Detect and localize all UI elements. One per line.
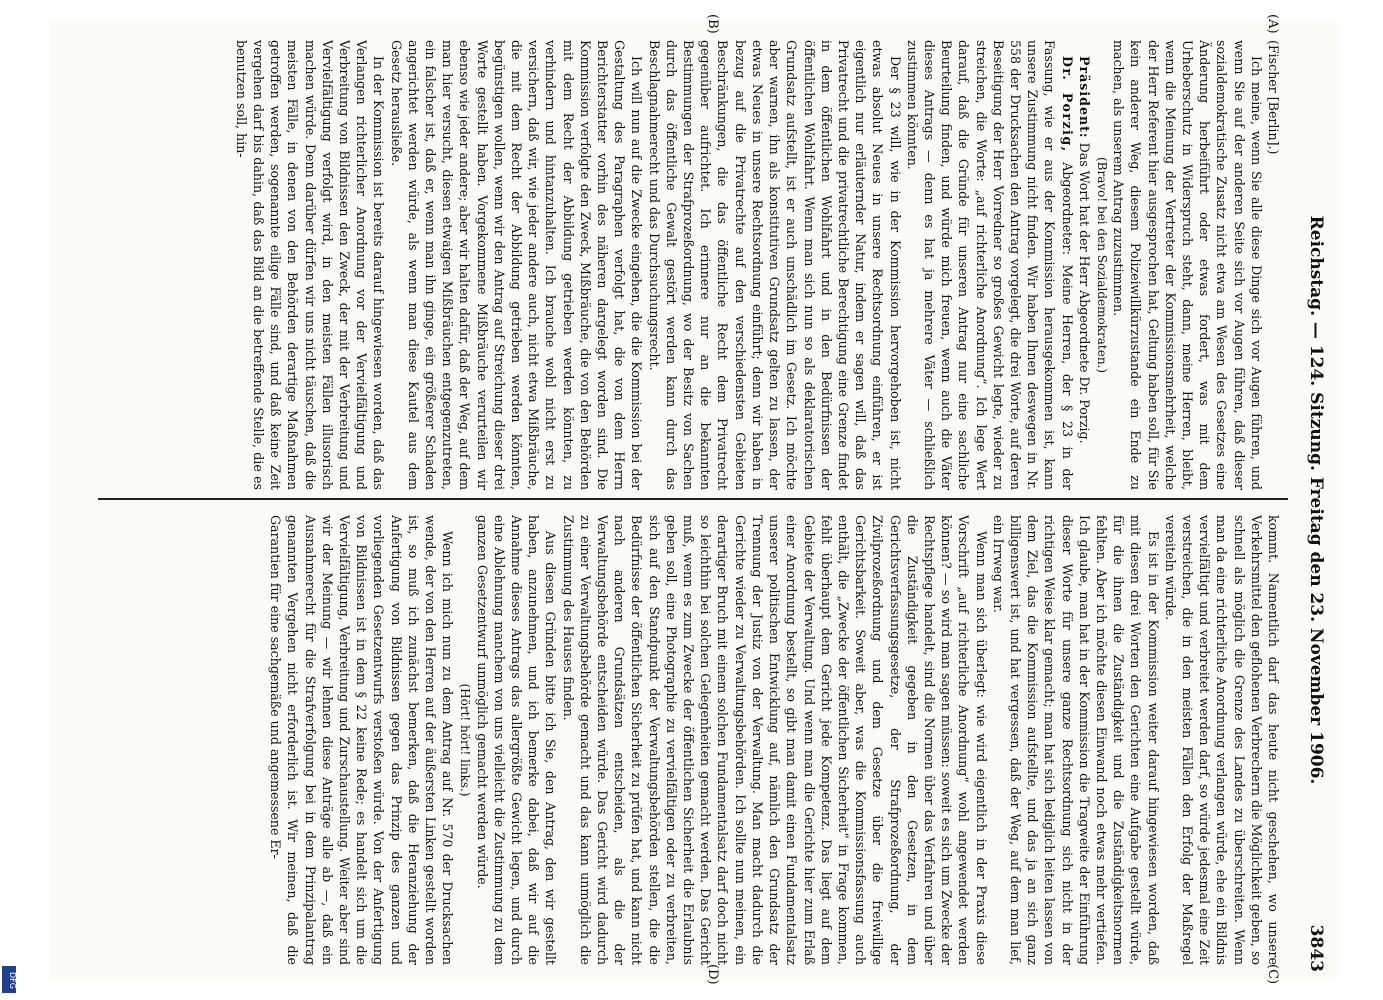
margin-marker-d: (D) (705, 964, 720, 985)
speaker-reference: (Fischer [Berlin].) (1266, 40, 1281, 155)
rotated-document-page (50, 14, 1340, 985)
paragraph: Aus diesen Gründen bitte ich Sie, den Antrag, den wir gestellt haben, anzunehmen, und ich bemerke dabei, daß wir auf die Annahme dieses Antrags das allergrößte Gewicht legen, und durch eine Ablehnung manchem von uns vielleicht die Zustimmung zu dem ganzen Gesetzentwurf unmöglich gemacht werden würde. (474, 515, 559, 965)
speaker-name: Dr. Porzig, (1059, 56, 1075, 153)
page-header (1298, 20, 1332, 980)
left-column (102, 40, 1282, 490)
interjection: (Hört! hört! links.) (458, 683, 473, 797)
margin-marker-b: (B) (705, 14, 720, 34)
paragraph: Das Wort hat der Herr Abgeordnete Dr. Porzig. (1076, 142, 1092, 444)
interjection: (Bravo! bei den Sozialdemokraten.) (1094, 156, 1109, 374)
paragraph: Der § 23 will, wie in der Kommission hervorgehoben ist, nicht etwas absolut Neues in unsere Rechtsordnung einführen, er ist eigentlich nur erläuternder Natur, indem er sagen will, daß das Privatrecht und die privatrechtliche Berechtigung eine Grenze findet in dem öffentlichen Wohlfahrt und in den Bedürfnissen der öffentlichen Wohlfahrt. Wenn man sich nun so als deklaratorischen Grundsatz aufstellt, ist er auch unschädlich im Gesetz. Ich möchte aber warnen, ihn als konstitutiven Grundsatz gelten zu lassen, der etwas Neues in unsere Rechtsordnung einführt; denn wir haben in bezug auf die Privatrechte auf den verschiedensten Gebieten Beschränkungen, die das öffentliche Recht dem Privatrecht gegenüber aufrichtet. Ich erinnere nur an die bekannten Bestimmungen der Strafprozeßordnung, wo der Besitz von Sachen durch das öffentliche Gewalt gestört werden kann durch das Beschlagnahmerecht und das Durchsuchungsrecht. (646, 40, 903, 490)
paragraph: Wenn ich mich nun zu dem Antrag auf Nr. 570 der Drucksachen wende, der von den Herren auf der äußersten Linken gestellt worden ist, so muß ich zunächst bemerken, daß die Heranziehung der Anfertigung von Bildnissen gegen das Prinzip des ganzen und vorliegenden Gesetzentwurfs verstoßen würde. Von der Anfertigung von Bildnissen ist in dem § 22 keine Rede; es handelt sich um die Vervielfältigung, Verbreitung und Zurschaustellung. Weiter aber sind wir der Meinung — wir lehnen diese Anträge alle ab —, daß ein Ausnahmerecht für die Strafverfolgung bei in dem Prinzipalantrag genannten Vergehen nicht erforderlich ist. Wir meinen, daß die Garantien für eine sachgemäße und angemessene Er- (268, 515, 456, 965)
right-column (102, 515, 1282, 965)
margin-marker-c: (C) (1265, 964, 1280, 985)
paragraph: Wenn man sich überlegt: wie wird eigentlich in der Praxis diese Vorschrift „auf richterliche Anordnung“ wohl angewendet werden können? — so wird man sagen müssen: soweit es sich um Zwecke der Rechtspflege handelt, sind die Normen über das Verfahren und über die Zuständigkeit gegeben in den Gesetzen, in dem Gerichtsverfassungsgesetze, der Strafprozeßordnung, der Zivilprozeßordnung und dem Gesetze über die freiwillige Gerichtsbarkeit. Soweit aber, was die Kommissionsfassung auch enthält, die „Zwecke der öffentlichen Sicherheit“ in Frage kommen, fehlt überhaupt dem Gericht jede Kompetenz. Das liegt auf dem Gebiete der Verwaltung. Und wenn man die Gerichte hier zum Erlaß einer Anordnung bestellt, so gibt man damit einen Fundamentalsatz unserer politischen Entwicklung auf, nämlich den Grundsatz der Trennung der Justiz von der Verwaltung. Man macht dadurch die Gerichte wieder zu Verwaltungsbehörden. Ich sollte nun meinen, ein derartiger Bruch mit einem solchen Fundamentalsatz darf doch nicht so leichthin bei solchen Gelegenheiten gemacht werden. Das Gericht muß, wenn es zum Zwecke der öffentlichen Sicherheit die Erlaubnis geben soll, eine Photographie zu vervielfältigen oder zu verbreiten, sich auf den Standpunkt der Verwaltungsbehörden stellen, die die Bedürfnisse der öffentlichen Sicherheit zu prüfen hat, und kann nicht nach anderen Grundsätzen entscheiden, als die der Verwaltungsbehörde entscheiden würde. Das Gericht wird dadurch zu einer Verwaltungsbehörde gemacht und das kann unmöglich die Zustimmung des Hauses finden. (560, 515, 989, 965)
margin-marker-a: (A) (1265, 14, 1280, 34)
paragraph: Abgeordneter: Meine Herren, der § 23 in der Fassung, wie er aus der Kommission herausgekommen ist, kann unsere Zustimmung nicht finden. Wir haben Ihnen deswegen in Nr. 558 der Drucksachen den Antrag vorgelegt, die drei Worte, auf deren Beseitigung der Herr Vorredner so großes Gewicht legte, wieder zu streichen, die Worte: „auf richterliche Anordnung“. Ich lege Wert darauf, daß die Gründe für unseren Antrag nur eine sachliche Beurteilung finden, und würde mich freuen, wenn auch die Väter dieses Antrags — denn es hat ja mehrere Väter — schließlich zustimmen könnten. (904, 40, 1075, 490)
paragraph: kommt. Namentlich darf das heute nicht geschehen, wo unsere Verkehrsmittel den geflohenen Verbrechern die Möglichkeit geben, so schnell als möglich die Grenze des Landes zu überschreiten. Wenn man da eine richterliche Anordnung verlangen würde, ehe ein Bildnis vervielfältigt und verbreitet werden darf, so würde jedesmal eine Zeit verstreichen, die in den meisten Fällen den Erfolg der Maßregel vereiteln würde. (1162, 515, 1281, 965)
page-title: Reichstag. — 124. Sitzung. Freitag den 23. November 1906. (1306, 215, 1326, 785)
paragraph: Es ist in der Kommission weiter darauf hingewiesen worden, daß mit diesen drei Worten den Gerichten eine Aufgabe gestellt würde, für die ihnen die Zuständigkeit und die Zuständigkeitsnormen fehlten. Aber ich möchte diesen Einwand noch etwas mehr vertiefen. Ich glaube, man hat in der Kommission die Tragweite der Einführung dieser Worte für unsere ganze Rechtsordnung sich nicht in der richtigen Weise klar gemacht; man hat sich lediglich leiten lassen von dem Ziel, das die Kommission aufstellte, und das ja an sich ganz billigenswert ist, und hat vergessen, daß der Weg, auf dem man lief, ein Irrweg war. (990, 515, 1161, 965)
president-label: Präsident: (1076, 56, 1092, 139)
column-divider (98, 498, 1288, 500)
paragraph: Ich meine, wenn Sie alle diese Dinge sich vor Augen führen, und wenn Sie auf der anderen Seite sich vor Augen führen, daß dieser sozialdemokratische Zusatz nicht etwa am Wesen des Gesetzes eine Änderung herbeiführt oder etwas fordert, was mit dem Urheberschutz in Widerspruch steht, dann, meine Herren, bleibt, wenn die Meinung der Vertreter der Kommissionsmehrheit, welche der Herr Referent hier ausgesprochen hat, Geltung haben soll, für Sie kein anderer Weg, diesem Polizeiwillkürzustande ein Ende zu machen, als unserem Antrag zuzustimmen. (1111, 40, 1264, 490)
dfg-logo: DFG (2, 966, 16, 993)
page-number: 3843 (1306, 924, 1326, 972)
paragraph: Ich will nun auf die Zwecke eingehen, die die Kommission bei der Gestaltung des Paragraphen verfolgt hat, die von dem Herrn Berichterstatter vorhin des näheren dargelegt worden sind. Die Kommission verfolgte den Zweck, Mißbräuche, die von den Behörden mit dem Recht der Abbildung getrieben werden könnten, zu verhindern und hintanzuhalten. Ich brauche wohl nicht erst zu versichern, daß wir, wie jeder andere auch, nicht etwa Mißbräuche, die mit dem Recht der Abbildung getrieben werden könnten, begünstigen wollen, wenn wir den Antrag auf Streichung dieser drei Worte gestellt haben. Vorgekommene Mißbräuche verurteilen wir ebenso wie jeder andere; aber wir halten dafür, daß der Weg, auf dem man hier versucht, diesen etwaigen Mißbräuchen entgegenzutreten, ein falscher ist, daß er, wenn man ihn ginge, ein größerer Schaden angerichtet werden würde, als wenn man diese Kautel aus dem Gesetz herausließe. (388, 40, 645, 490)
paragraph: In der Kommission ist bereits darauf hingewiesen worden, daß das Verlangen richterlicher Anordnung vor der Vervielfältigung und Verbreitung von Bildnissen den Zweck, der mit der Verbreitung und Vervielfältigung verfolgt wird, in den meisten Fällen illusorisch machen würde. Denn darüber dürfen wir uns nicht täuschen, daß die meisten Fälle, in denen von den Behörden derartige Maßnahmen getroffen werden, sogenannte eilige Fälle sind, und daß keine Zeit vergehen darf bis dahin, daß das Bild an die betreffende Stelle, die es benutzen soll, hin- (233, 40, 387, 490)
